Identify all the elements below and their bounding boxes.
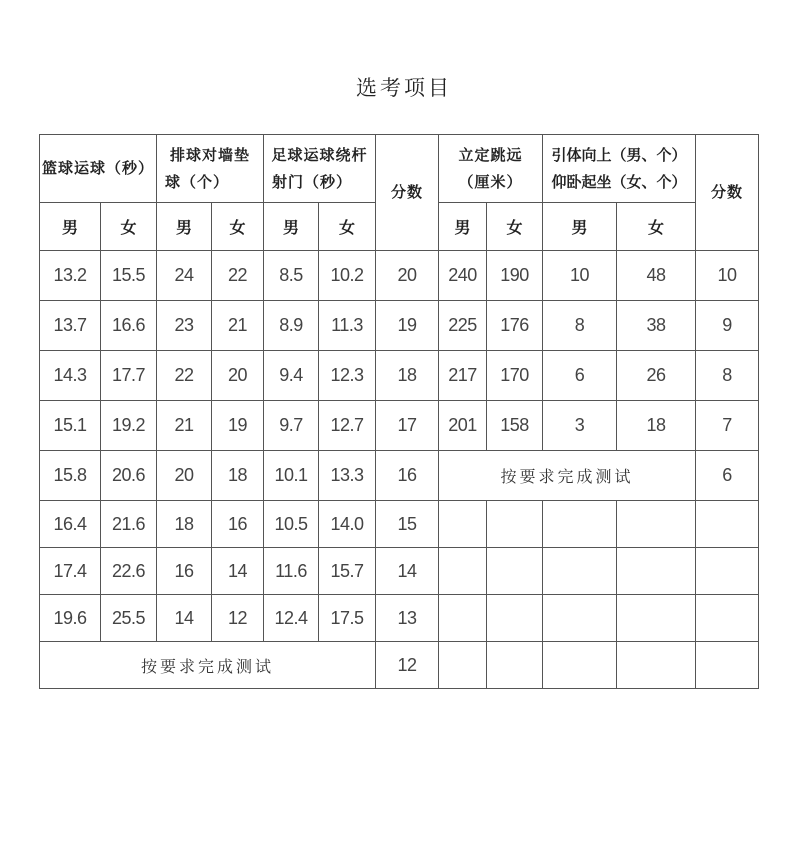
- cell-long-jump-female: 158: [487, 401, 543, 451]
- cell-volleyball-male: 20: [157, 451, 212, 501]
- header-football-line2: 射门（秒）: [272, 172, 353, 191]
- cell-score-left: 18: [376, 351, 439, 401]
- empty-cell: [696, 548, 759, 595]
- cell-football-male: 8.5: [264, 251, 319, 301]
- cell-basketball-male: 14.3: [40, 351, 101, 401]
- header-long-jump-male: 男: [439, 203, 487, 251]
- header-volleyball-female: 女: [212, 203, 264, 251]
- left-footer-note: 按要求完成测试: [40, 642, 376, 689]
- cell-volleyball-female: 21: [212, 301, 264, 351]
- cell-score-right: 10: [696, 251, 759, 301]
- header-basketball-female: 女: [101, 203, 157, 251]
- empty-cell: [617, 642, 696, 689]
- cell-volleyball-male: 21: [157, 401, 212, 451]
- header-score-right: 分数: [696, 135, 759, 251]
- cell-pullup-male: 6: [543, 351, 617, 401]
- cell-basketball-male: 13.7: [40, 301, 101, 351]
- empty-cell: [696, 501, 759, 548]
- header-football-line1: 足球运球绕杆: [271, 145, 368, 164]
- empty-cell: [487, 548, 543, 595]
- cell-basketball-male: 16.4: [40, 501, 101, 548]
- cell-volleyball-female: 12: [212, 595, 264, 642]
- cell-score-right: 6: [696, 451, 759, 501]
- empty-cell: [439, 548, 487, 595]
- header-basketball: 篮球运球（秒）: [40, 135, 157, 203]
- header-football: [264, 135, 376, 203]
- right-footer-note: 按要求完成测试: [439, 451, 696, 501]
- cell-football-male: 12.4: [264, 595, 319, 642]
- cell-volleyball-male: 14: [157, 595, 212, 642]
- empty-cell: [617, 548, 696, 595]
- cell-long-jump-male: 225: [439, 301, 487, 351]
- cell-pullup-male: 3: [543, 401, 617, 451]
- cell-long-jump-female: 170: [487, 351, 543, 401]
- cell-situp-female: 18: [617, 401, 696, 451]
- empty-cell: [439, 595, 487, 642]
- empty-cell: [439, 501, 487, 548]
- cell-volleyball-female: 18: [212, 451, 264, 501]
- cell-basketball-female: 20.6: [101, 451, 157, 501]
- header-football-female: 女: [319, 203, 376, 251]
- header-volleyball-male: 男: [157, 203, 212, 251]
- cell-basketball-female: 19.2: [101, 401, 157, 451]
- header-situp-line2: 仰卧起坐（女、个）: [551, 172, 687, 191]
- cell-situp-female: 38: [617, 301, 696, 351]
- cell-volleyball-male: 22: [157, 351, 212, 401]
- cell-long-jump-male: 201: [439, 401, 487, 451]
- header-long-jump-female: 女: [487, 203, 543, 251]
- header-volleyball-line2: 球（个）: [165, 172, 230, 191]
- cell-basketball-male: 15.8: [40, 451, 101, 501]
- header-long-jump-line1: 立定跳远: [458, 145, 523, 164]
- cell-long-jump-female: 190: [487, 251, 543, 301]
- cell-basketball-female: 21.6: [101, 501, 157, 548]
- cell-football-female: 10.2: [319, 251, 376, 301]
- header-long-jump: [439, 135, 543, 203]
- table-row: [40, 301, 759, 351]
- table-row: [40, 595, 759, 642]
- cell-basketball-female: 22.6: [101, 548, 157, 595]
- cell-basketball-male: 19.6: [40, 595, 101, 642]
- table-row: [40, 351, 759, 401]
- cell-long-jump-male: 217: [439, 351, 487, 401]
- header-volleyball-line1: 排球对墙垫: [169, 145, 250, 164]
- cell-football-female: 11.3: [319, 301, 376, 351]
- header-row-categories: [40, 135, 759, 203]
- cell-long-jump-male: 240: [439, 251, 487, 301]
- table-row-footer: [40, 642, 759, 689]
- cell-football-female: 13.3: [319, 451, 376, 501]
- empty-cell: [696, 642, 759, 689]
- cell-basketball-female: 16.6: [101, 301, 157, 351]
- cell-football-female: 14.0: [319, 501, 376, 548]
- empty-cell: [696, 595, 759, 642]
- header-situp-female: 女: [617, 203, 696, 251]
- cell-long-jump-female: 176: [487, 301, 543, 351]
- empty-cell: [617, 501, 696, 548]
- header-basketball-male: 男: [40, 203, 101, 251]
- header-long-jump-line2: （厘米）: [458, 172, 523, 191]
- cell-basketball-female: 15.5: [101, 251, 157, 301]
- cell-score-left: 17: [376, 401, 439, 451]
- table-row: [40, 451, 759, 501]
- cell-score-right: 8: [696, 351, 759, 401]
- cell-football-male: 10.1: [264, 451, 319, 501]
- cell-pullup-male: 10: [543, 251, 617, 301]
- cell-football-male: 8.9: [264, 301, 319, 351]
- header-score-left: 分数: [376, 135, 439, 251]
- cell-football-male: 9.7: [264, 401, 319, 451]
- cell-football-male: 10.5: [264, 501, 319, 548]
- cell-volleyball-male: 23: [157, 301, 212, 351]
- cell-score-right: 9: [696, 301, 759, 351]
- empty-cell: [487, 595, 543, 642]
- header-pullup-male: 男: [543, 203, 617, 251]
- cell-score-left: 15: [376, 501, 439, 548]
- page-title: 选考项目: [356, 76, 452, 100]
- cell-situp-female: 26: [617, 351, 696, 401]
- cell-football-female: 17.5: [319, 595, 376, 642]
- cell-football-female: 12.7: [319, 401, 376, 451]
- empty-cell: [543, 548, 617, 595]
- cell-football-male: 11.6: [264, 548, 319, 595]
- cell-volleyball-female: 14: [212, 548, 264, 595]
- cell-score-right: 7: [696, 401, 759, 451]
- cell-volleyball-female: 19: [212, 401, 264, 451]
- header-pullup-line1: 引体向上（男、个）: [551, 145, 687, 164]
- empty-cell: [439, 642, 487, 689]
- table-row: [40, 401, 759, 451]
- cell-situp-female: 48: [617, 251, 696, 301]
- cell-football-male: 9.4: [264, 351, 319, 401]
- cell-basketball-female: 25.5: [101, 595, 157, 642]
- cell-score-left: 12: [376, 642, 439, 689]
- header-pullup-situp: [543, 135, 696, 203]
- cell-score-left: 19: [376, 301, 439, 351]
- cell-volleyball-male: 24: [157, 251, 212, 301]
- empty-cell: [543, 501, 617, 548]
- table-row: [40, 548, 759, 595]
- cell-score-left: 14: [376, 548, 439, 595]
- table-row: [40, 501, 759, 548]
- empty-cell: [617, 595, 696, 642]
- cell-volleyball-female: 16: [212, 501, 264, 548]
- cell-score-left: 16: [376, 451, 439, 501]
- cell-volleyball-male: 16: [157, 548, 212, 595]
- cell-basketball-male: 17.4: [40, 548, 101, 595]
- cell-football-female: 12.3: [319, 351, 376, 401]
- empty-cell: [487, 642, 543, 689]
- header-football-male: 男: [264, 203, 319, 251]
- cell-volleyball-female: 22: [212, 251, 264, 301]
- cell-score-left: 20: [376, 251, 439, 301]
- cell-volleyball-male: 18: [157, 501, 212, 548]
- cell-pullup-male: 8: [543, 301, 617, 351]
- table-row: [40, 251, 759, 301]
- scoring-table: [39, 134, 759, 689]
- empty-cell: [543, 595, 617, 642]
- header-volleyball: [157, 135, 264, 203]
- cell-score-left: 13: [376, 595, 439, 642]
- cell-football-female: 15.7: [319, 548, 376, 595]
- cell-basketball-female: 17.7: [101, 351, 157, 401]
- cell-basketball-male: 13.2: [40, 251, 101, 301]
- empty-cell: [543, 642, 617, 689]
- cell-volleyball-female: 20: [212, 351, 264, 401]
- cell-basketball-male: 15.1: [40, 401, 101, 451]
- empty-cell: [487, 501, 543, 548]
